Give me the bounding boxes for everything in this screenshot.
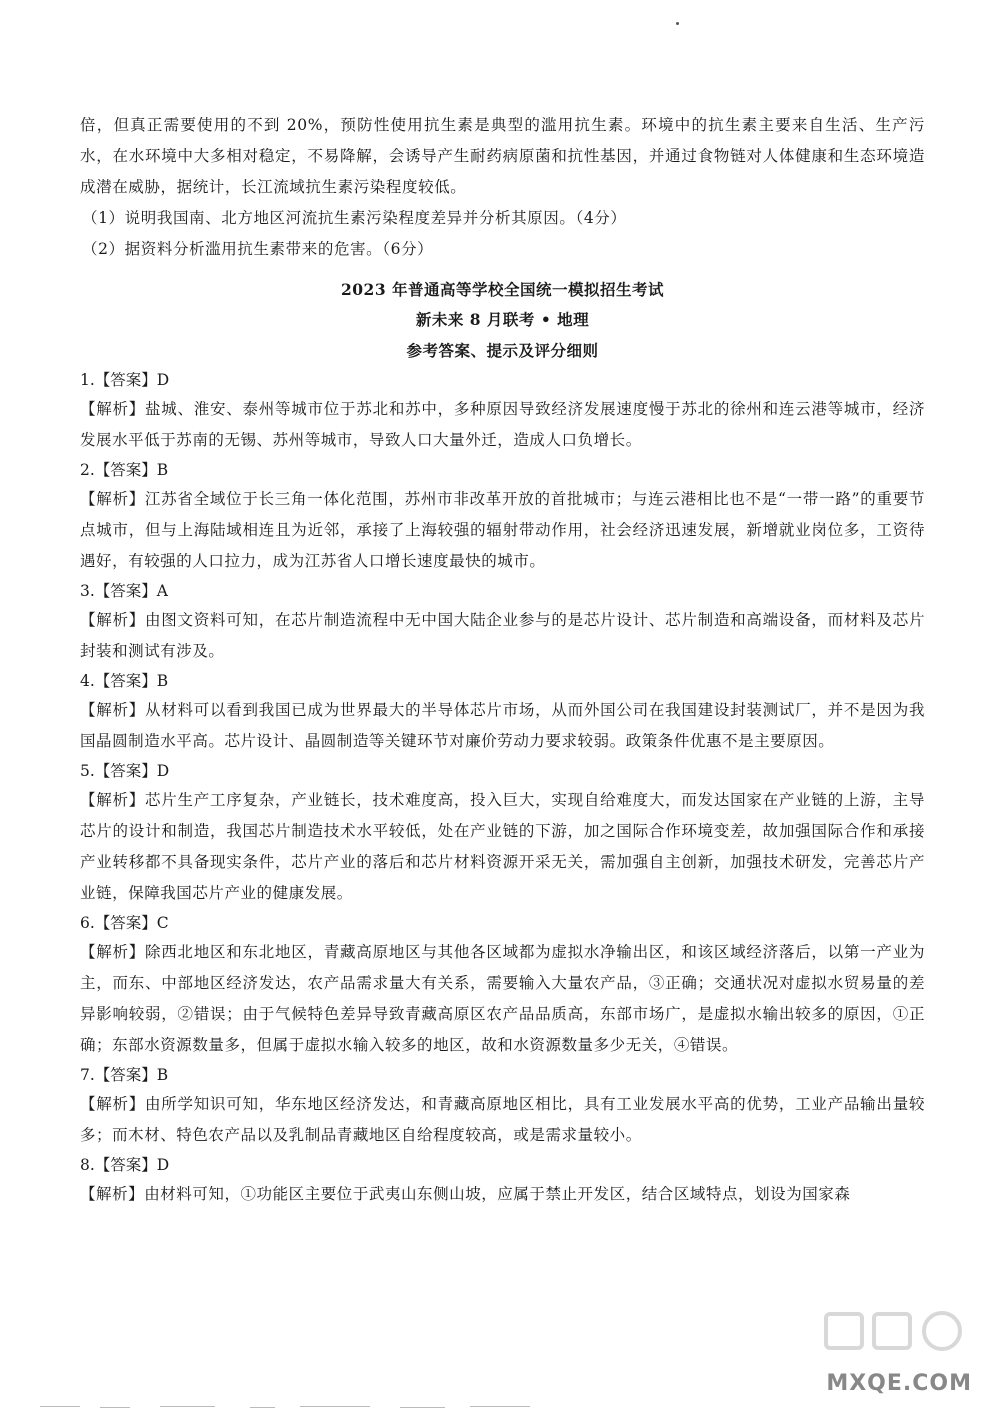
answer-explanation: 【解析】由图文资料可知，在芯片制造流程中无中国大陆企业参与的是芯片设计、芯片制造和高端设备，而材料及芯片封装和测试有涉及。 — [80, 611, 925, 660]
answer-explanation: 【解析】盐城、淮安、泰州等城市位于苏北和苏中，多种原因导致经济发展速度慢于苏北的徐州和连云港等城市，经济发展水平低于苏南的无锡、苏州等城市，导致人口大量外迁，造成人口负增长。 — [80, 400, 925, 449]
answer-key-title: 参考答案、提示及评分细则 — [406, 341, 599, 360]
answer-label: 2.【答案】B — [80, 461, 169, 479]
intro-section — [80, 110, 925, 265]
answer-label: 8.【答案】D — [80, 1156, 170, 1174]
answer-label: 4.【答案】B — [80, 672, 169, 690]
answer-label: 7.【答案】B — [80, 1066, 169, 1084]
answer-item — [80, 1061, 925, 1151]
answer-item — [80, 667, 925, 757]
answer-item — [80, 456, 925, 577]
answer-label: 3.【答案】A — [80, 582, 168, 600]
answer-explanation: 【解析】由所学知识可知，华东地区经济发达，和青藏高原地区相比，具有工业发展水平高的优势，工业产品输出量较多；而木材、特色农产品以及乳制品青藏地区自给程度较高，或是需求量较小。 — [80, 1095, 925, 1144]
answer-explanation: 【解析】除西北地区和东北地区，青藏高原地区与其他各区域都为虚拟水净输出区，和该区域经济落后，以第一产业为主，而东、中部地区经济发达，农产品需求量大有关系，需要输入大量农产品，③正确；交通状况对虚拟水贸易量的差异影响较弱，②错误；由于气候特色差异导致青藏高原区农产品品质高，东部市场广，是虚拟水输出较多的原因，①正确；东部水资源数量多，但属于虚拟水输入较多的地区，故和水资源数量多少无关，④错误。 — [80, 943, 925, 1054]
watermark-text: MXQE.COM — [826, 1371, 972, 1396]
answer-label: 5.【答案】D — [80, 762, 170, 780]
answer-item — [80, 757, 925, 909]
answer-explanation: 【解析】从材料可以看到我国已成为世界最大的半导体芯片市场，从而外国公司在我国建设封装测试厂，并不是因为我国晶圆制造水平高。芯片设计、晶圆制造等关键环节对廉价劳动力要求较弱。政策条件优惠不是主要原因。 — [80, 701, 925, 750]
answer-label: 6.【答案】C — [80, 914, 169, 932]
intro-paragraph: 倍，但真正需要使用的不到 20%，预防性使用抗生素是典型的滥用抗生素。环境中的抗生素主要来自生活、生产污水，在水环境中大多相对稳定，不易降解，会诱导产生耐药病原菌和抗性基因，并通过食物链对人体健康和生态环境造成潜在威胁，据统计，长江流域抗生素污染程度较低。 — [80, 116, 925, 196]
question-2: （2）据资料分析滥用抗生素带来的危害。（6分） — [82, 240, 434, 258]
answer-item — [80, 577, 925, 667]
scan-noise — [40, 1404, 600, 1410]
answer-item — [80, 909, 925, 1061]
answer-explanation: 【解析】江苏省全域位于长三角一体化范围，苏州市非改革开放的首批城市；与连云港相比也不是“一带一路”的重要节点城市，但与上海陆域相连且为近邻，承接了上海较强的辐射带动作用，社会经济迅速发展，新增就业岗位多，工资待遇好，有较强的人口拉力，成为江苏省人口增长速度最快的城市。 — [80, 490, 925, 570]
answer-item — [80, 366, 925, 456]
exam-subtitle: 新未来 8 月联考 • 地理 — [415, 310, 590, 329]
question-1: （1）说明我国南、北方地区河流抗生素污染程度差异并分析其原因。（4分） — [82, 209, 627, 227]
answer-item — [80, 1151, 925, 1210]
answer-label: 1.【答案】D — [80, 371, 170, 389]
answer-explanation: 【解析】芯片生产工序复杂，产业链长，技术难度高，投入巨大，实现自给难度大，而发达国家在产业链的上游，主导芯片的设计和制造，我国芯片制造技术水平较低，处在产业链的下游，加之国际合作环境变差，故加强国际合作和承接产业转移都不具备现实条件，芯片产业的落后和芯片材料资源开采无关，需加强自主创新，加强技术研发，完善芯片产业链，保障我国芯片产业的健康发展。 — [80, 791, 925, 902]
scan-dot — [676, 22, 679, 25]
exam-title: 2023 年普通高等学校全国统一模拟招生考试 — [340, 280, 665, 299]
answer-explanation: 【解析】由材料可知，①功能区主要位于武夷山东侧山坡，应属于禁止开发区，结合区域特点，划设为国家森 — [80, 1185, 851, 1203]
answer-list — [80, 366, 925, 1210]
